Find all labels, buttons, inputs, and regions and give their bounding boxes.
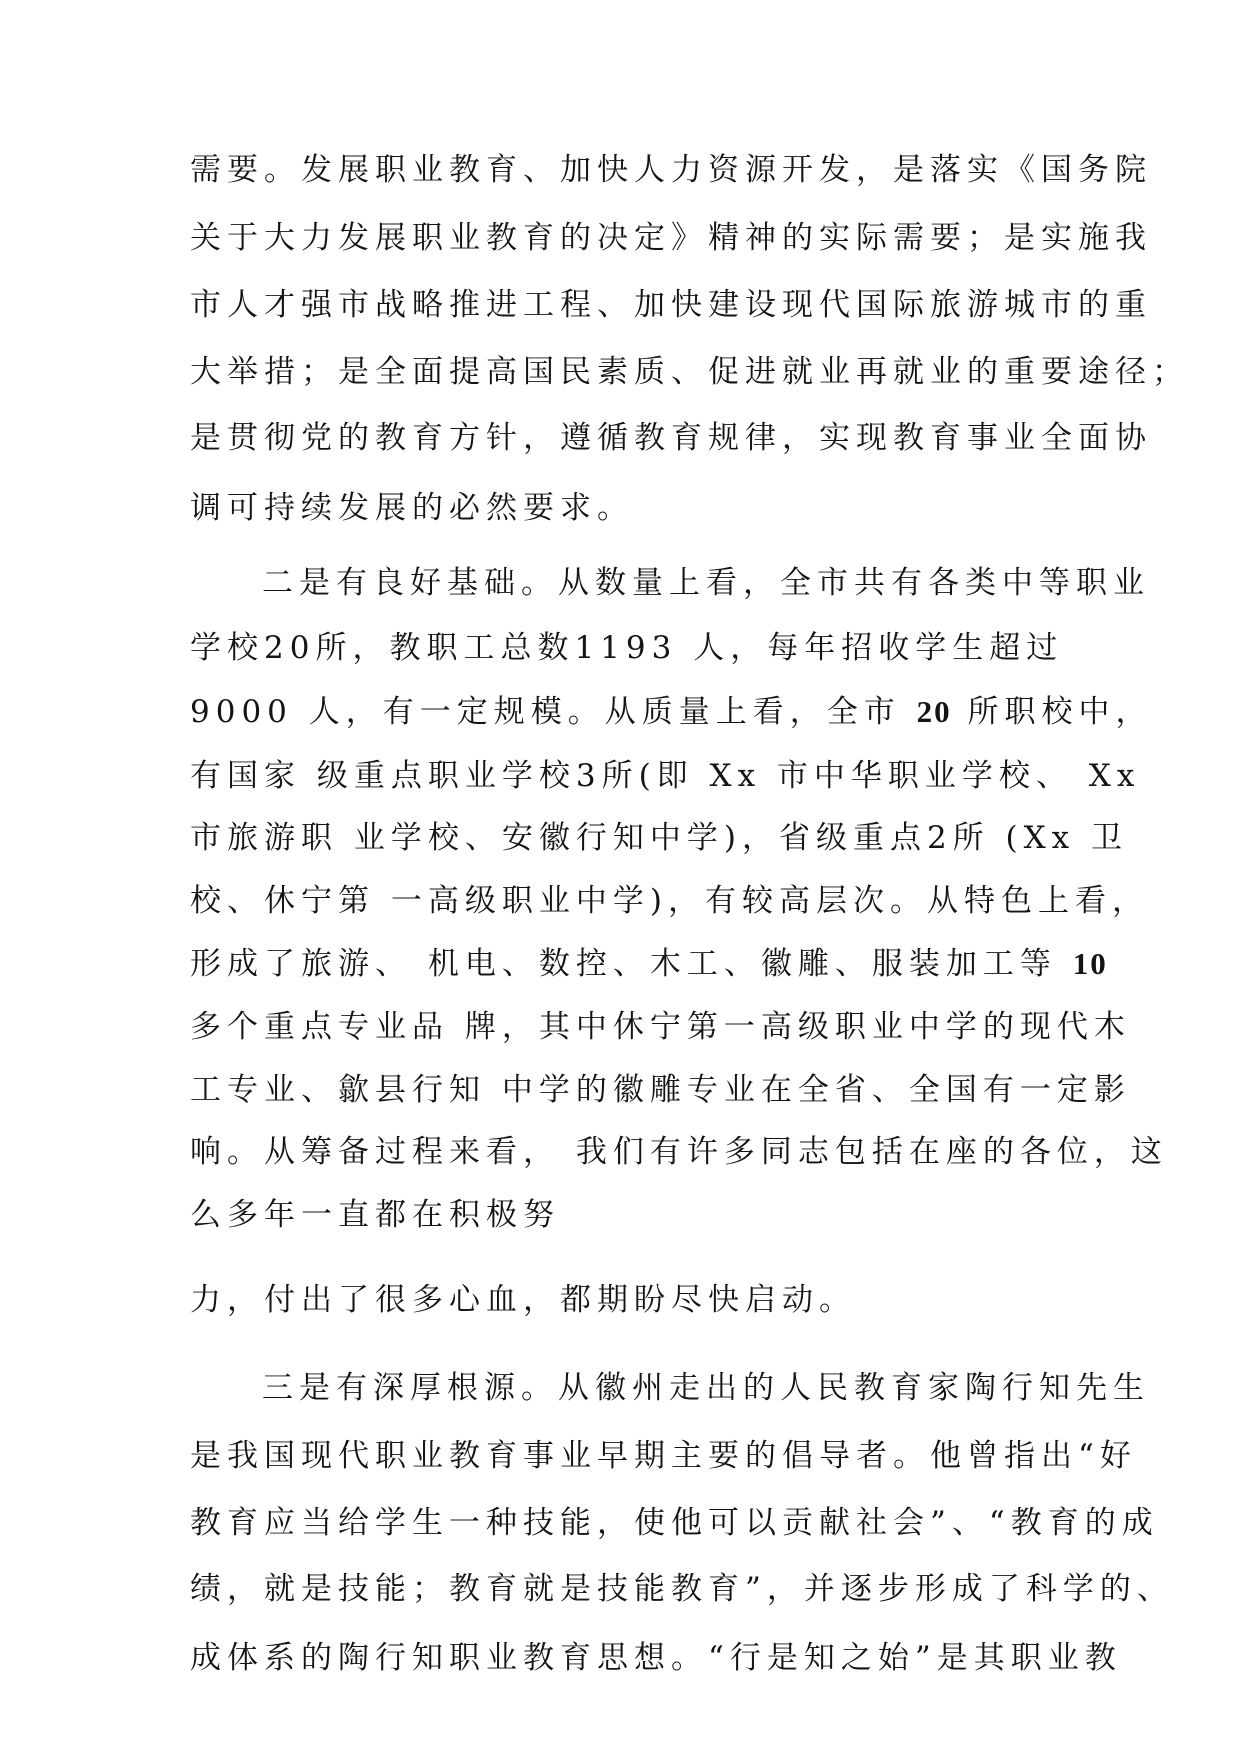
text-line: 关于大力发展职业教育的决定》精神的实际需要；是实施我: [190, 220, 1152, 256]
text-line: 是贯彻党的教育方针，遵循教育规律，实现教育事业全面协: [190, 420, 1152, 456]
text-line: 三是有深厚根源。从徽州走出的人民教育家陶行知先生: [262, 1370, 1150, 1406]
text-segment: 9000 人，有一定规模。从质量上看，全市: [190, 694, 917, 730]
text-line: 学校20所，教职工总数1193 人，每年招收学生超过: [190, 630, 1064, 666]
text-line: [190, 692, 1152, 732]
text-line: 么多年一直都在积极努: [190, 1197, 560, 1233]
text-line: 绩，就是技能；教育就是技能教育”，并逐步形成了科学的、: [190, 1571, 1174, 1607]
text-line: 成体系的陶行知职业教育思想。“行是知之始”是其职业教: [190, 1640, 1122, 1676]
text-line: 市旅游职 业学校、安徽行知中学)，省级重点2所 (Xx 卫: [190, 820, 1129, 856]
text-line: 响。从筹备过程来看， 我们有许多同志包括在座的各位，这: [190, 1134, 1168, 1170]
text-segment: 所职校中，: [951, 694, 1153, 730]
text-line: 是我国现代职业教育事业早期主要的倡导者。他曾指出“好: [190, 1438, 1137, 1474]
text-line: 有国家 级重点职业学校3所(即 Xx 市中华职业学校、 Xx: [190, 758, 1141, 794]
text-line: 教育应当给学生一种技能，使他可以贡献社会”、“教育的成: [190, 1505, 1159, 1541]
text-line: 工专业、歙县行知 中学的徽雕专业在全省、全国有一定影: [190, 1072, 1131, 1108]
text-line: 调可持续发展的必然要求。: [190, 490, 634, 526]
text-line: 大举措；是全面提高国民素质、促进就业再就业的重要途径；: [190, 354, 1189, 390]
bold-number: 10: [1072, 946, 1108, 981]
text-line: 力，付出了很多心血，都期盼尽快启动。: [190, 1282, 856, 1318]
text-line: 校、休宁第 一高级职业中学)，有较高层次。从特色上看，: [190, 883, 1149, 919]
text-line: 多个重点专业品 牌，其中休宁第一高级职业中学的现代木: [190, 1009, 1131, 1045]
text-line: 需要。发展职业教育、加快人力资源开发，是落实《国务院: [190, 152, 1152, 188]
text-segment: 形成了旅游、 机电、数控、木工、徽雕、服装加工等: [190, 946, 1073, 982]
bold-number: 20: [916, 694, 952, 729]
text-line: 二是有良好基础。从数量上看，全市共有各类中等职业: [262, 565, 1150, 601]
text-line: 市人才强市战略推进工程、加快建设现代国际旅游城市的重: [190, 287, 1152, 323]
text-line: [190, 944, 1108, 984]
